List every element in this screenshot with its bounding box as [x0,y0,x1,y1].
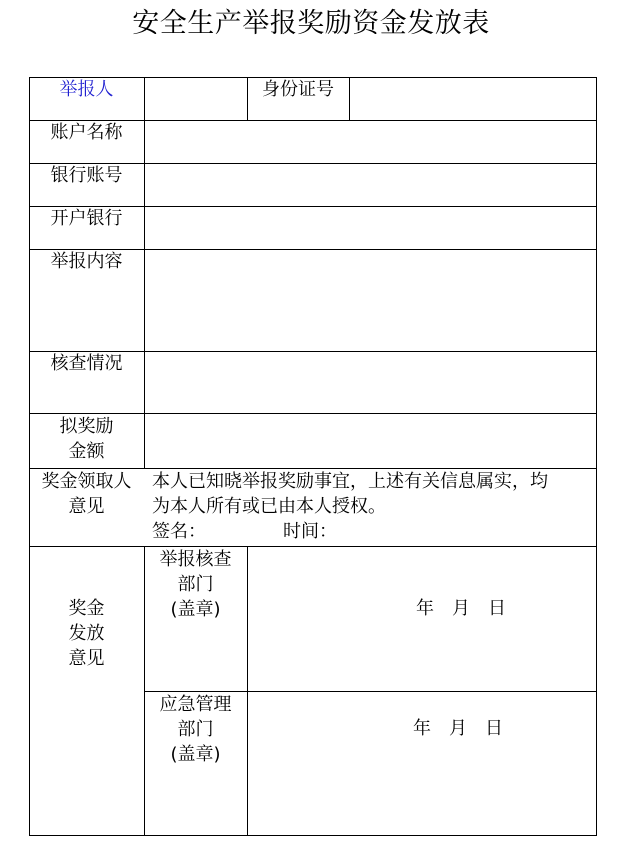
disbursement-label-line2: 发放 [68,623,105,644]
report-content-field[interactable] [145,250,596,351]
bank-label: 开户银行 [50,208,123,229]
signature-label: 签名： [152,521,206,542]
verification-field[interactable] [145,352,596,413]
dept2-approval-field[interactable] [248,692,596,835]
recipient-statement-line1: 本人已知晓举报奖励事宜，上述有关信息属实，均 [152,471,548,492]
account-name-label: 账户名称 [50,122,123,143]
dept2-date: 年 月 日 [413,718,503,739]
disbursement-label-line3: 意见 [68,648,105,669]
bank-account-field[interactable] [145,164,596,206]
disbursement-label-line1: 奖金 [68,598,105,619]
dept2-label-line1: 应急管理 [159,694,232,715]
id-number-label: 身份证号 [262,79,334,100]
form-title: 安全生产举报奖励资金发放表 [132,8,490,39]
time-field[interactable] [335,520,455,544]
dept1-label-line2: 部门 [177,574,214,595]
proposed-amount-field[interactable] [145,414,596,468]
report-content-label: 举报内容 [50,251,123,272]
proposed-amount-label-line2: 金额 [68,441,105,462]
proposed-amount-label-line1: 拟奖励 [59,416,114,437]
recipient-opinion-label-line1: 奖金领取人 [41,471,132,492]
bank-account-label: 银行账号 [50,165,123,186]
recipient-statement-line2: 为本人所有或已由本人授权。 [152,496,386,517]
row-divider [29,468,597,469]
signature-field[interactable] [205,520,280,544]
reporter-label: 举报人 [59,79,114,100]
dept1-date: 年 月 日 [416,598,506,619]
id-number-field[interactable] [350,78,596,120]
bank-field[interactable] [145,207,596,249]
account-name-field[interactable] [145,121,596,163]
reporter-name-field[interactable] [145,78,247,120]
verification-label: 核查情况 [50,353,123,374]
dept2-seal-label: (盖章) [170,744,221,765]
time-label: 时间： [283,521,337,542]
recipient-opinion-label-line2: 意见 [68,496,105,517]
dept1-label-line1: 举报核查 [159,549,232,570]
dept2-label-line2: 部门 [177,719,214,740]
dept1-seal-label: (盖章) [170,599,221,620]
